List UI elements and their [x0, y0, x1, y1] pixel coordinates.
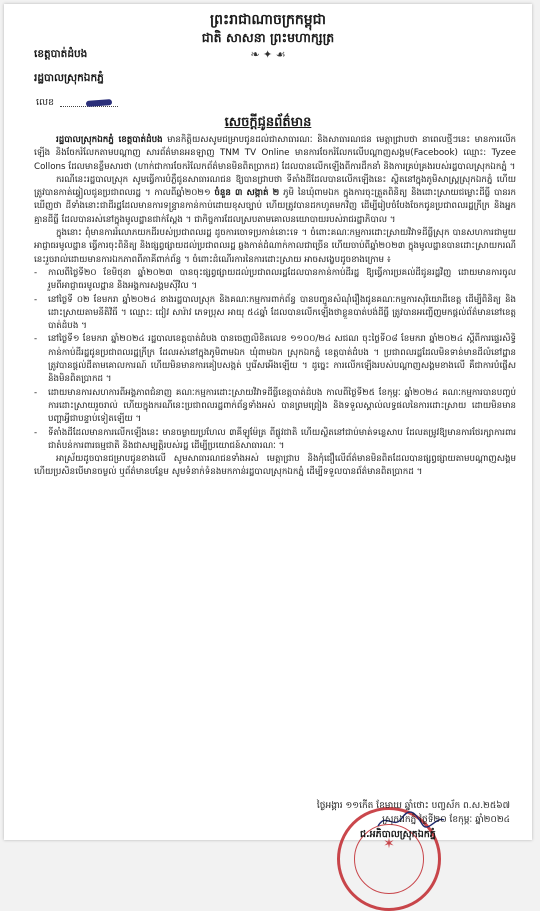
list-item-text: ទីតាំងដីដែលមានការលើកឡើងនេះ មានចម្ងាយប្រហែល ៣គីឡូម៉ែត្រ ពីផ្លូវជាតិ ហើយស្ថិតនៅជាប់មាត់ទន្លេសាប ដែលតម្រូវឱ្យមានការថែរក្សាការពារ ជាតំបន់ការពារធម្មជាតិ និងជាសម្បត្តិរបស់រដ្ឋ ដើម្បីប្រយោជន៍សាធារណៈ ។: [48, 427, 516, 451]
closing-block: [317, 799, 510, 827]
bullet-list: [34, 267, 516, 453]
paragraph-1-lead: រដ្ឋបាលស្រុកឯកភ្នំ ខេត្តបាត់ដំបង: [56, 135, 163, 145]
solar-date: ស្រុកឯកភ្នំ ថ្ងៃទី២០ ខែកុម្ភៈ ឆ្នាំ២០២៤: [382, 815, 510, 825]
closing-paragraph: អាស្រ័យដូចបានជម្រាបជូនខាងលើ សូមសាធារណជនទាំងអស់ មេត្តាជ្រាប និងកុំជឿលើព័ត៌មានមិនពិតដែលបានផ្សព្វផ្សាយតាមបណ្តាញសង្គម ហើយប្រសិនបើមានចម្ងល់ ឬព័ត៌មានបន្ថែម សូមទំនាក់ទំនងមកកាន់រដ្ឋបាលស្រុកឯកភ្នំ ដើម្បីទទួលបានព័ត៌មានពិតប្រាកដ ។: [34, 454, 516, 478]
list-item: - ទីតាំងដីដែលមានការលើកឡើងនេះ មានចម្ងាយប្រហែល ៣គីឡូម៉ែត្រ ពីផ្លូវជាតិ ហើយស្ថិតនៅជាប់មាត់ទន្លេសាប ដែលតម្រូវឱ្យមានការថែរក្សាការពារ ជាតំបន់ការពារធម្មជាតិ និងជាសម្បត្តិរបស់រដ្ឋ ដើម្បីប្រយោជន៍សាធារណៈ ។: [34, 427, 516, 451]
ornament-divider: ❧ ✦ ☙: [250, 48, 286, 61]
paragraph-2-emphasis: ចំនួន ៣ សង្កាត់ ២: [214, 188, 280, 199]
issuer-district-admin: រដ្ឋបាលស្រុកឯកភ្នំ: [34, 72, 104, 84]
list-item-text: នៅថ្ងៃទី១ ខែមករា ឆ្នាំ២០២៤ រដ្ឋបាលខេត្តបាត់ដំបង បានចេញលិខិតលេខ ១១០០/២៤ សជណ ចុះថ្ងៃទី០៨ ខែមករា ឆ្នាំ២០២៤ ស្តីពីការផ្ទេរសិទ្ធិកាន់កាប់ដីរដ្ឋជូនប្រជាពលរដ្ឋក្រីក្រ ដែលរស់នៅក្នុងភូមិពាមឯក ឃុំពាមឯក ស្រុកឯកភ្នំ ខេត្តបាត់ដំបង ។ ប្រជាពលរដ្ឋដែលមិនទាន់មានដីលំនៅដ្ឋាន ត្រូវបានផ្តល់ដីតាមគោលការណ៍ ហើយមិនមានការគៀបសង្កត់ ឬរើសអើងឡើយ ។ ដូច្នេះ ការលើកឡើងរបស់បណ្តាញសង្គមខាងលើ គឺជាការបំផ្លើស និងមិនពិតប្រាកដ ។: [48, 334, 516, 385]
paragraph-1: [34, 134, 516, 174]
paragraph-1-text: មានកិត្តិយសសូមជម្រាបជូនដល់ជាសាធារណៈ និងសាធារណជន មេត្តាជ្រាបថា នាពេលថ្មីៗនេះ មានការលើកឡើង និងចែករំលែកតាមបណ្តាញ សារព័ត៌មានអនឡាញ TNM TV Online មានការចែករំលែកលើបណ្តាញសង្គម(Facebook) ឈ្មោះ: Tyzee Collons ដែលមានខ្លឹមសារថា (ហាក់ជាការចែករំលែកព័ត៌មានមិនពិតប្រាកដ) ដែលបានលើកឡើងពីការដឹកនាំ និងការគ្រប់គ្រងរបស់រដ្ឋបាលស្រុកឯកភ្នំ ។: [34, 135, 516, 172]
paragraph-2: [34, 174, 516, 227]
reference-number-label: លេខ: [36, 97, 55, 108]
national-motto: ជាតិ សាសនា ព្រះមហាក្សត្រ: [201, 30, 335, 45]
signatory-title: ជ.អភិបាលស្រុកឯកភ្នំ: [360, 829, 436, 840]
list-item-text: កាលពីថ្ងៃទី២០ ខែមិថុនា ឆ្នាំ២០២៣ បានចុះផ្សព្វផ្សាយដល់ប្រជាពលរដ្ឋដែលបានកាន់កាប់ដីរដ្ឋ ឱ្យធ្វើការប្រគល់ដីជូនរដ្ឋវិញ ដោយមានការចូលរួមពីអាជ្ញាធរមូលដ្ឋាន និងអង្គការសង្គមស៊ីវិល ។: [48, 267, 516, 292]
document-page: [4, 4, 532, 852]
document-body: [34, 134, 516, 480]
document-title: សេចក្តីជូនព័ត៌មាន: [224, 115, 312, 130]
list-item-text: នៅថ្ងៃទី ០២ ខែមករា ឆ្នាំ២០២៤ ខាងរដ្ឋបាលស្រុក និងគណៈកម្មការពាក់ព័ន្ធ បានបញ្ជូនសំណុំរឿងជូនគណៈកម្មការសុរិយោដីខេត្ត ដើម្បីពិនិត្យ និងដោះស្រាយតាមនីតិវិធី ។ ឈ្មោះ: ជៀវ សារ៉ាវ ភេទប្រុស អាយុ ៥៤ឆ្នាំ ដែលបានលើកឡើងថាខ្លួនបាត់បង់ដីធ្លី ត្រូវបានអញ្ជើញមកផ្តល់ព័ត៌មាននៅខេត្តបាត់ដំបង ។: [48, 294, 516, 332]
lunar-date: ថ្ងៃអង្គារ ១១កើត ខែមាឃ ឆ្នាំថោះ បញ្ចស័ក ព.ស.២៥៦៧: [316, 801, 510, 811]
paragraph-2-text-a: ករណីនេះរដ្ឋបាលស្រុក សូមធ្វើការបំភ្លឺជូនសាធារណជន ឱ្យបានជ្រាបថា ទីតាំងដីដែលបានលើកឡើងនេះ ស្ថិតនៅក្នុងភូមិសាស្ត្រស្រុកឯកភ្នំ ហើយត្រូវបានកាត់ឆ្វៀលជូនប្រជាពលរដ្ឋ ។ កាលពីឆ្នាំ២០២១: [34, 174, 516, 199]
list-item: - នៅថ្ងៃទី ០២ ខែមករា ឆ្នាំ២០២៤ ខាងរដ្ឋបាលស្រុក និងគណៈកម្មការពាក់ព័ន្ធ បានបញ្ជូនសំណុំរឿងជូនគណៈកម្មការសុរិយោដីខេត្ត ដើម្បីពិនិត្យ និងដោះស្រាយតាមនីតិវិធី ។ ឈ្មោះ: ជៀវ សារ៉ាវ ភេទប្រុស អាយុ ៥៤ឆ្នាំ ដែលបានលើកឡើងថាខ្លួនបាត់បង់ដីធ្លី ត្រូវបានអញ្ជើញមកផ្តល់ព័ត៌មាននៅខេត្តបាត់ដំបង ។: [34, 294, 516, 332]
list-item: - កាលពីថ្ងៃទី២០ ខែមិថុនា ឆ្នាំ២០២៣ បានចុះផ្សព្វផ្សាយដល់ប្រជាពលរដ្ឋដែលបានកាន់កាប់ដីរដ្ឋ ឱ្យធ្វើការប្រគល់ដីជូនរដ្ឋវិញ ដោយមានការចូលរួមពីអាជ្ញាធរមូលដ្ឋាន និងអង្គការសង្គមស៊ីវិល ។: [34, 267, 516, 292]
paragraph-3: ក្នុងនោះ ពុំមានការរំលោភយកដីរបស់ប្រជាពលរដ្ឋ ដូចការចោទប្រកាន់នោះទេ ។ ចំពោះគណៈកម្មការដោះស្រាយវិវាទដីធ្លីស្រុក បានសហការជាមួយអាជ្ញាធរមូលដ្ឋាន ធ្វើការចុះពិនិត្យ និងផ្សព្វផ្សាយដល់ប្រជាពលរដ្ឋ ឆ្លងកាត់ដំណាក់កាលជាច្រើន ហើយចាប់ពីឆ្នាំ២០២៣ ក្នុងមូលដ្ឋានបានដោះស្រាយករណីនេះរួចរាល់ដោយមានការឯកភាពពីភាគីពាក់ព័ន្ធ ។ ចំពោះដំណើរការនៃការដោះស្រាយ អាចសង្ខេបដូចខាងក្រោម ៖: [34, 228, 516, 265]
list-item-text: ដោយមានការសហការពីអង្គភាពជំនាញ គណៈកម្មការដោះស្រាយវិវាទដីធ្លីខេត្តបាត់ដំបង កាលពីថ្ងៃទី២៥ ខែកុម្ភៈ ឆ្នាំ២០២៤ គណៈកម្មការបានបញ្ចប់ការដោះស្រាយរួចរាល់ ហើយក្នុងករណីនេះប្រជាពលរដ្ឋពាក់ព័ន្ធទាំងអស់ បានព្រមព្រៀង និងទទួលស្គាល់លទ្ធផលនៃការដោះស្រាយ ដោយមិនមានបញ្ហាអ្វីជាបន្ទាប់ទៀតឡើយ ។: [48, 387, 516, 425]
paragraph-2-text-b: ភូមិ នៃឃុំពាមឯក ក្នុងការចុះត្រួតពិនិត្យ និងដោះស្រាយជម្លោះដីធ្លី បានរកឃើញថា ដីទាំងនោះជាដីរដ្ឋដែលមានការទន្ទ្រានកាន់កាប់ដោយខុសច្បាប់ ហើយត្រូវបានដកហូតមកវិញ ដើម្បីរៀបចំបែងចែកជូនប្រជាពលរដ្ឋក្រីក្រ និងអ្នកគ្មានដីធ្លី ដែលបានរស់នៅក្នុងមូលដ្ឋានជាក់ស្តែង ។ ជាកិច្ចការដែលស្របតាមគោលនយោបាយរបស់រាជរដ្ឋាភិបាល ។: [34, 188, 516, 225]
list-item: - ដោយមានការសហការពីអង្គភាពជំនាញ គណៈកម្មការដោះស្រាយវិវាទដីធ្លីខេត្តបាត់ដំបង កាលពីថ្ងៃទី២៥ ខែកុម្ភៈ ឆ្នាំ២០២៤ គណៈកម្មការបានបញ្ចប់ការដោះស្រាយរួចរាល់ ហើយក្នុងករណីនេះប្រជាពលរដ្ឋពាក់ព័ន្ធទាំងអស់ បានព្រមព្រៀង និងទទួលស្គាល់លទ្ធផលនៃការដោះស្រាយ ដោយមិនមានបញ្ហាអ្វីជាបន្ទាប់ទៀតឡើយ ។: [34, 387, 516, 425]
list-item: - នៅថ្ងៃទី១ ខែមករា ឆ្នាំ២០២៤ រដ្ឋបាលខេត្តបាត់ដំបង បានចេញលិខិតលេខ ១១០០/២៤ សជណ ចុះថ្ងៃទី០៨ ខែមករា ឆ្នាំ២០២៤ ស្តីពីការផ្ទេរសិទ្ធិកាន់កាប់ដីរដ្ឋជូនប្រជាពលរដ្ឋក្រីក្រ ដែលរស់នៅក្នុងភូមិពាមឯក ឃុំពាមឯក ស្រុកឯកភ្នំ ខេត្តបាត់ដំបង ។ ប្រជាពលរដ្ឋដែលមិនទាន់មានដីលំនៅដ្ឋាន ត្រូវបានផ្តល់ដីតាមគោលការណ៍ ហើយមិនមានការគៀបសង្កត់ ឬរើសអើងឡើយ ។ ដូច្នេះ ការលើកឡើងរបស់បណ្តាញសង្គមខាងលើ គឺជាការបំផ្លើស និងមិនពិតប្រាកដ ។: [34, 334, 516, 385]
seal-emblem-icon: ✶: [383, 836, 395, 852]
kingdom-heading: ព្រះរាជាណាចក្រកម្ពុជា: [209, 12, 326, 28]
issuer-province: ខេត្តបាត់ដំបង: [34, 48, 88, 60]
